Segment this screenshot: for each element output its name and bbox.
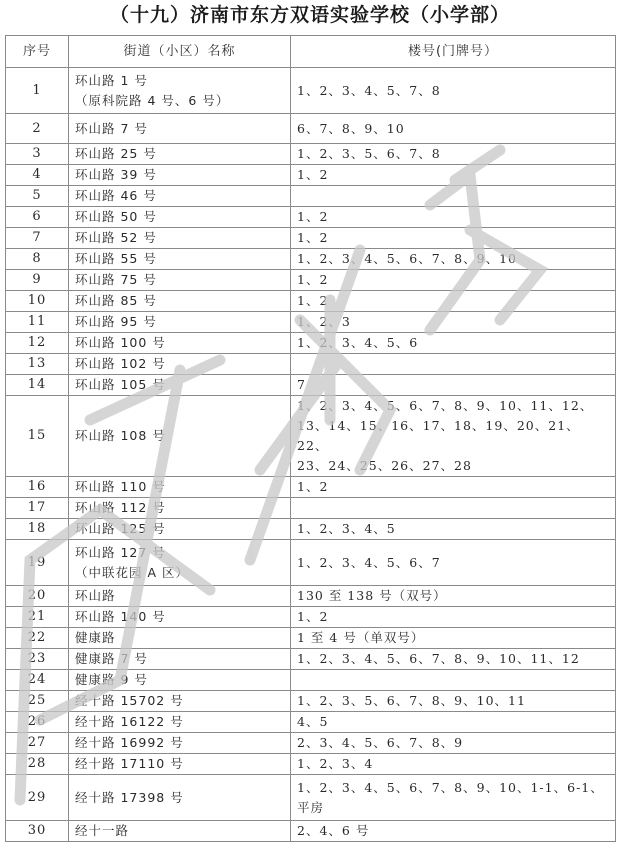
street-name-line: （中联花园 A 区） [75,564,189,580]
building-numbers-line: 1、2 [297,230,329,245]
row-index: 13 [6,354,69,375]
street-name-cell [69,165,291,186]
row-index: 4 [6,165,69,186]
row-index: 15 [6,396,69,477]
row-index: 6 [6,207,69,228]
row-index: 1 [6,68,69,114]
street-name-line: 经十一路 [75,823,130,838]
street-name-cell [69,375,291,396]
street-name-cell [69,186,291,207]
building-numbers-line: 1、2 [297,609,329,624]
building-numbers-cell [291,775,616,821]
table-row [6,312,616,333]
table-row [6,670,616,691]
street-name-line: 环山路 127 号 [75,544,166,560]
street-name-cell [69,628,291,649]
building-numbers-cell [291,312,616,333]
building-numbers-cell [291,207,616,228]
street-name-line: 环山路 100 号 [75,335,166,350]
building-numbers-line: 130 至 138 号（双号） [297,588,447,603]
table-row [6,649,616,670]
table-row [6,270,616,291]
row-index: 21 [6,607,69,628]
street-name-line: 环山路 140 号 [75,609,166,624]
building-numbers-cell [291,670,616,691]
page-title: （十九）济南市东方双语实验学校（小学部） [109,4,510,26]
building-numbers-line: 1、2、3 [297,314,351,329]
table-row [6,586,616,607]
building-numbers-cell [291,712,616,733]
row-index: 5 [6,186,69,207]
table-row [6,249,616,270]
row-index: 26 [6,712,69,733]
building-numbers-line: 1、2 [297,167,329,182]
building-numbers-cell [291,114,616,144]
building-numbers-line: 1、2、3、4、5、6、7、8、9、10、11、12、 [297,398,594,413]
building-numbers-cell [291,649,616,670]
street-name-cell [69,270,291,291]
building-numbers-line: 1、2、3、4、5 [297,521,396,536]
building-numbers-line: 1、2 [297,209,329,224]
street-name-line: 经十路 16122 号 [75,714,184,729]
building-numbers-line: 13、14、15、16、17、18、19、20、21、22、 [297,418,580,453]
row-index: 18 [6,519,69,540]
building-numbers-cell [291,691,616,712]
table-row [6,821,616,842]
table-header-row [6,36,616,68]
row-index: 8 [6,249,69,270]
row-index: 10 [6,291,69,312]
table-row [6,186,616,207]
building-numbers-line: 1 至 4 号（单双号） [297,630,425,645]
building-numbers-line: 1、2、3、4 [297,756,374,771]
table-row [6,754,616,775]
street-name-line: 环山路 55 号 [75,251,157,266]
street-name-cell [69,249,291,270]
street-name-cell [69,691,291,712]
building-numbers-cell [291,165,616,186]
row-index: 28 [6,754,69,775]
table-row [6,691,616,712]
building-numbers-cell [291,291,616,312]
street-name-cell [69,754,291,775]
building-numbers-line: 1、2、3、4、5、7、8 [297,82,441,98]
street-name-cell [69,775,291,821]
building-numbers-cell [291,754,616,775]
building-numbers-cell [291,733,616,754]
street-name-cell [69,607,291,628]
street-name-line: 健康路 [75,630,116,645]
building-numbers-line: 1、2 [297,479,329,494]
street-name-cell [69,144,291,165]
table-row [6,207,616,228]
district-table [5,35,616,842]
header-index: 序号 [6,36,69,68]
street-name-line: 环山路 105 号 [75,377,166,392]
street-name-line: 环山路 125 号 [75,521,166,536]
table-row [6,375,616,396]
building-numbers-line: 1、2、3、4、5、6 [297,335,419,350]
street-name-line: 环山路 95 号 [75,314,157,329]
row-index: 12 [6,333,69,354]
building-numbers-line: 1、2、3、4、5、6、7、8、9、10 [297,251,517,266]
building-numbers-cell [291,607,616,628]
table-row [6,775,616,821]
table-row [6,733,616,754]
row-index: 16 [6,477,69,498]
building-numbers-line: 1、2、3、5、6、7、8、9、10、11 [297,693,526,708]
street-name-line: 健康路 7 号 [75,651,148,666]
street-name-line: 经十路 17398 号 [75,789,184,805]
building-numbers-cell [291,498,616,519]
street-name-cell [69,68,291,114]
building-numbers-cell [291,586,616,607]
table-row [6,114,616,144]
row-index: 14 [6,375,69,396]
street-name-cell [69,228,291,249]
street-name-cell [69,586,291,607]
building-numbers-line: 7 [297,377,306,392]
street-name-cell [69,333,291,354]
street-name-line: 环山路 110 号 [75,479,166,494]
street-name-cell [69,396,291,477]
street-name-line: 健康路 9 号 [75,672,148,687]
row-index: 11 [6,312,69,333]
header-buildings: 楼号(门牌号） [291,36,616,68]
table-row [6,68,616,114]
street-name-line: 环山路 50 号 [75,209,157,224]
building-numbers-cell [291,821,616,842]
header-street: 街道（小区）名称 [69,36,291,68]
row-index: 2 [6,114,69,144]
street-name-cell [69,540,291,586]
street-name-line: （原科院路 4 号、6 号） [75,92,230,108]
table-row [6,540,616,586]
row-index: 19 [6,540,69,586]
building-numbers-line: 4、5 [297,714,329,729]
building-numbers-cell [291,375,616,396]
table-body [6,68,616,842]
row-index: 7 [6,228,69,249]
table-row [6,712,616,733]
street-name-line: 环山路 75 号 [75,272,157,287]
building-numbers-cell [291,354,616,375]
building-numbers-cell [291,186,616,207]
row-index: 20 [6,586,69,607]
street-name-cell [69,670,291,691]
building-numbers-line: 平房 [297,799,325,815]
table-row [6,519,616,540]
table-row [6,165,616,186]
row-index: 29 [6,775,69,821]
building-numbers-line: 2、4、6 号 [297,823,370,838]
row-index: 27 [6,733,69,754]
building-numbers-line: 1、2、3、5、6、7、8 [297,146,441,161]
building-numbers-cell [291,477,616,498]
row-index: 23 [6,649,69,670]
street-name-line: 环山路 46 号 [75,188,157,203]
building-numbers-cell [291,249,616,270]
row-index: 25 [6,691,69,712]
street-name-line: 环山路 7 号 [75,120,148,136]
building-numbers-line: 1、2、3、4、5、6、7、8、9、10、11、12 [297,651,580,666]
row-index: 3 [6,144,69,165]
street-name-cell [69,649,291,670]
table-row [6,607,616,628]
street-name-cell [69,312,291,333]
street-name-line: 环山路 112 号 [75,500,166,515]
row-index: 22 [6,628,69,649]
table-row [6,333,616,354]
building-numbers-cell [291,540,616,586]
building-numbers-cell [291,228,616,249]
street-name-cell [69,477,291,498]
street-name-cell [69,114,291,144]
table-row [6,477,616,498]
street-name-line: 环山路 [75,588,116,603]
street-name-cell [69,291,291,312]
row-index: 30 [6,821,69,842]
street-name-line: 经十路 17110 号 [75,756,184,771]
street-name-line: 环山路 85 号 [75,293,157,308]
building-numbers-line: 1、2、3、4、5、6、7、8、9、10、1-1、6-1、 [297,779,604,795]
building-numbers-cell [291,333,616,354]
row-index: 9 [6,270,69,291]
table-row [6,291,616,312]
street-name-cell [69,712,291,733]
row-index: 17 [6,498,69,519]
street-name-line: 经十路 16992 号 [75,735,184,750]
building-numbers-line: 6、7、8、9、10 [297,120,405,136]
street-name-line: 环山路 102 号 [75,356,166,371]
building-numbers-line: 1、2 [297,293,329,308]
table-row [6,228,616,249]
street-name-cell [69,207,291,228]
street-name-line: 环山路 39 号 [75,167,157,182]
street-name-line: 环山路 52 号 [75,230,157,245]
building-numbers-line: 23、24、25、26、27、28 [297,458,472,473]
street-name-line: 环山路 108 号 [75,428,166,443]
table-row [6,144,616,165]
building-numbers-cell [291,270,616,291]
street-name-line: 环山路 1 号 [75,72,148,88]
street-name-line: 经十路 15702 号 [75,693,184,708]
table-row [6,354,616,375]
building-numbers-line: 1、2 [297,272,329,287]
table-row [6,498,616,519]
building-numbers-cell [291,628,616,649]
row-index: 24 [6,670,69,691]
street-name-cell [69,821,291,842]
street-name-line: 环山路 25 号 [75,146,157,161]
building-numbers-line: 2、3、4、5、6、7、8、9 [297,735,464,750]
building-numbers-line: 1、2、3、4、5、6、7 [297,554,441,570]
building-numbers-cell [291,519,616,540]
building-numbers-cell [291,68,616,114]
table-row [6,396,616,477]
table-row [6,628,616,649]
building-numbers-cell [291,144,616,165]
building-numbers-cell [291,396,616,477]
street-name-cell [69,733,291,754]
street-name-cell [69,354,291,375]
street-name-cell [69,519,291,540]
street-name-cell [69,498,291,519]
